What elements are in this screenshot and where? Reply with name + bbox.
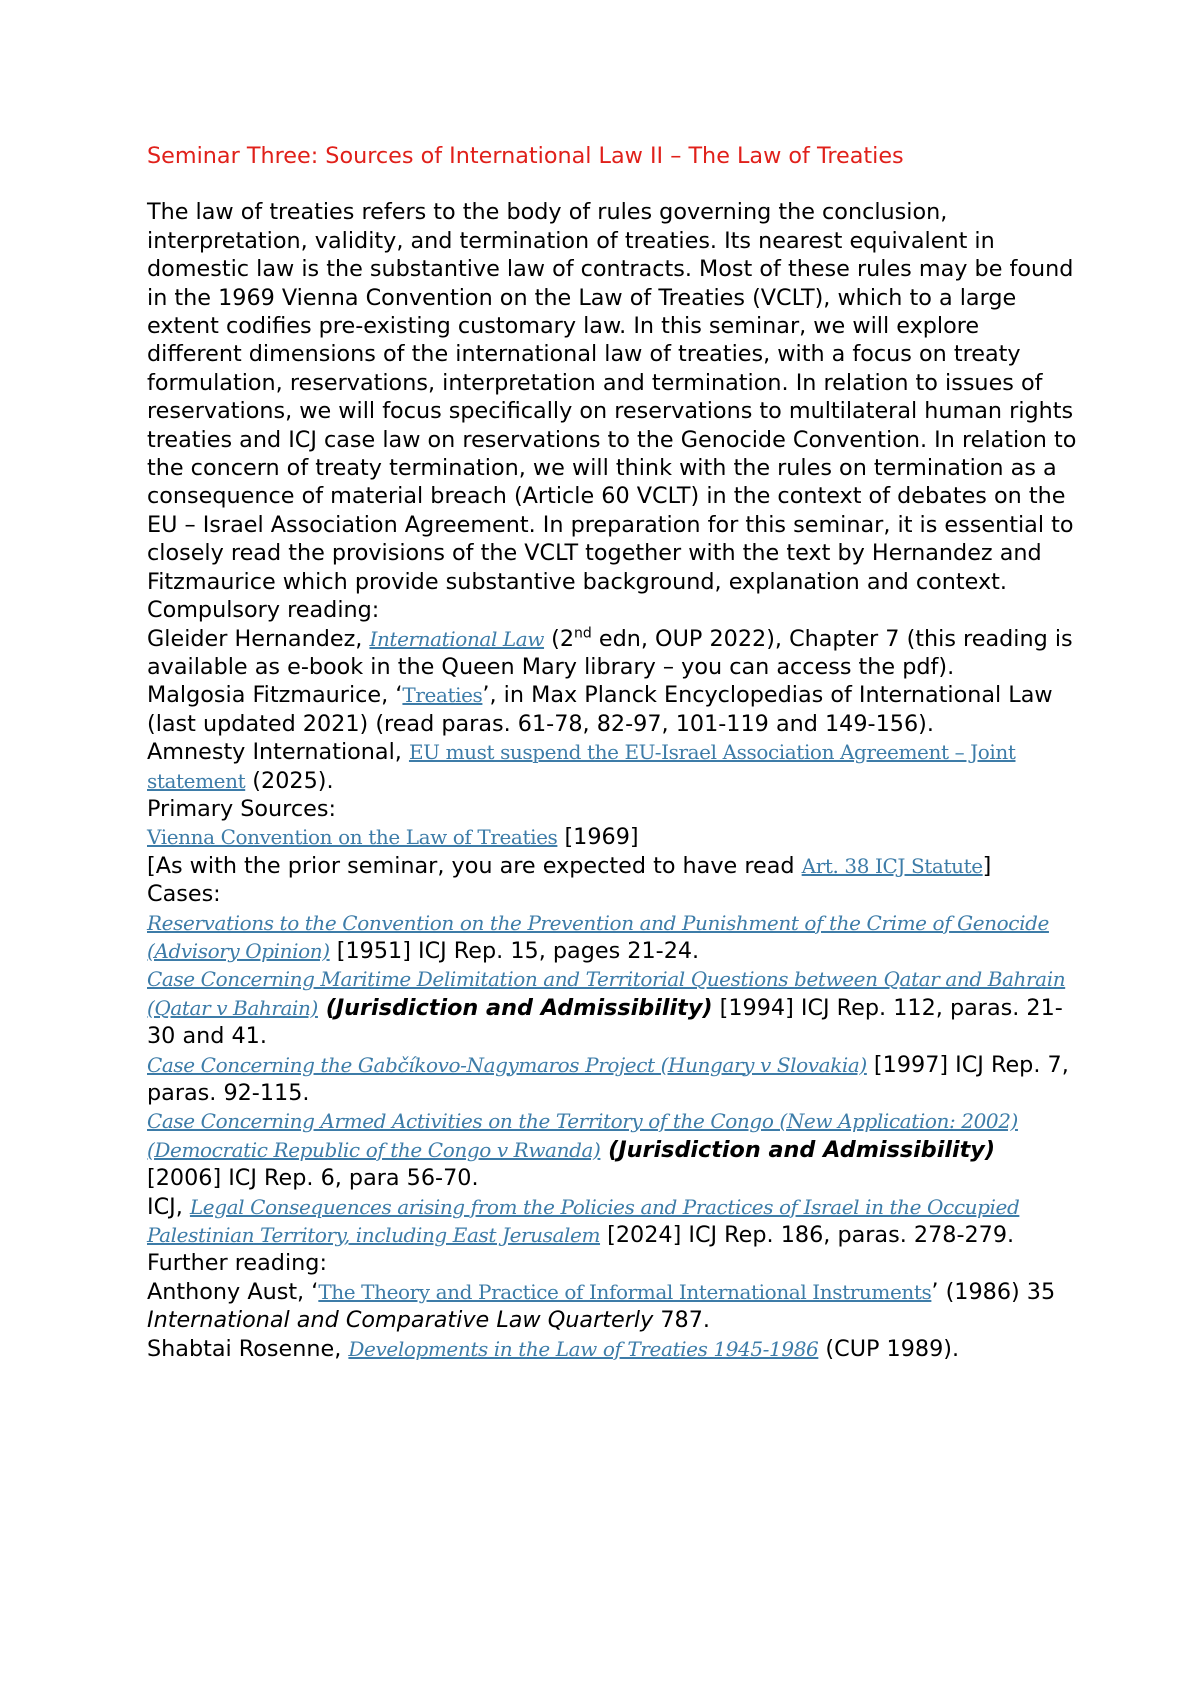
link-aust-article[interactable]: The Theory and Practice of Informal International Instruments [318,1279,932,1304]
page-title: Seminar Three: Sources of International Law II – The Law of Treaties [147,143,904,169]
cases-heading: Cases: [147,881,221,908]
link-vclt[interactable]: Vienna Convention on the Law of Treaties [147,825,558,850]
further-heading: Further reading: [147,1250,327,1277]
reading-hernandez: Gleider Hernandez, International Law (2nd edn, OUP 2022), Chapter 7 (this reading is available as e-book in the Queen Mary library – you can access the pdf). [147,625,1073,680]
case-genocide: Reservations to the Convention on the Prevention and Punishment of the Crime of Genocide (Advisory Opinion) [1951] ICJ Rep. 15, pages 21-24. [147,910,1049,964]
link-case-legal-consequences[interactable]: Legal Consequences arising from the Policies and Practices of Israel in the Occupied Palestinian Territory, including East Jerusalem [147,1194,1020,1248]
link-case-genocide[interactable]: Reservations to the Convention on the Prevention and Punishment of the Crime of Genocide (Advisory Opinion) [147,910,1049,963]
reading-fitzmaurice: Malgosia Fitzmaurice, ‘Treaties’, in Max Planck Encyclopedias of International Law (last updated 2021) (read paras. 61-78, 82-97, 101-119 and 149-156). [147,682,1053,737]
link-icj-statute[interactable]: Art. 38 ICJ Statute [801,853,983,878]
link-international-law[interactable]: International Law [369,626,545,651]
link-case-congo-rwanda[interactable]: Case Concerning Armed Activities on the Territory of the Congo (New Application: 2002) (Democratic Republic of the Congo v Rwanda) [147,1109,1018,1162]
source-icj-statute: [As with the prior seminar, you are expected to have read Art. 38 ICJ Statute] [147,852,992,879]
link-rosenne-book[interactable]: Developments in the Law of Treaties 1945-1986 [348,1336,819,1361]
link-amnesty-statement[interactable]: EU must suspend the EU-Israel Association Agreement – Joint statement [147,740,1016,793]
case-qatar-bahrain: Case Concerning Maritime Delimitation and Territorial Questions between Qatar and Bahrain (Qatar v Bahrain) (Jurisdiction and Admissibility) [1994] ICJ Rep. 112, paras. 21-30 and 41. [147,967,1066,1050]
compulsory-heading: Compulsory reading: [147,597,380,624]
document-page [147,142,1077,1363]
further-rosenne: Shabtai Rosenne, Developments in the Law of Treaties 1945-1986 (CUP 1989). [147,1335,960,1362]
case-congo-rwanda: Case Concerning Armed Activities on the Territory of the Congo (New Application: 2002) (Democratic Republic of the Congo v Rwanda) (Jurisdiction and Admissibility) [2006] ICJ Rep. 6, para 56-70. [147,1109,1018,1192]
further-aust: Anthony Aust, ‘The Theory and Practice of Informal International Instruments’ (1986) 35 International and Comparative Law Quarterly 787. [147,1278,1056,1334]
primary-heading: Primary Sources: [147,795,336,822]
link-case-qatar-bahrain[interactable]: Case Concerning Maritime Delimitation and Territorial Questions between Qatar and Bahrain (Qatar v Bahrain) [147,967,1066,1020]
reading-amnesty: Amnesty International, EU must suspend the EU-Israel Association Agreement – Joint statement (2025). [147,739,1016,794]
case-legal-consequences: ICJ, Legal Consequences arising from the Policies and Practices of Israel in the Occupied Palestinian Territory, including East Jerusalem [2024] ICJ Rep. 186, paras. 278-279. [147,1193,1020,1249]
source-vclt: Vienna Convention on the Law of Treaties [1969] [147,824,639,851]
intro-paragraph: The law of treaties refers to the body of rules governing the conclusion, interpretation, validity, and termination of treaties. Its nearest equivalent in domestic law is the substantive law of contracts. Most of these rules may be found in the 1969 Vienna Convention on the Law of Treaties (VCLT), which to a large extent codifies pre-existing customary law. In this seminar, we will explore different dimensions of the international law of treaties, with a focus on treaty formulation, reservations, interpretation and termination. In relation to issues of reservations, we will focus specifically on reservations to multilateral human rights treaties and ICJ case law on reservations to the Genocide Convention. In relation to the concern of treaty termination, we will think with the rules on termination as a consequence of material breach (Article 60 VCLT) in the context of debates on the EU – Israel Association Agreement. In preparation for this seminar, it is essential to closely read the provisions of the VCLT together with the text by Hernandez and Fitzmaurice which provide substantive background, explanation and context. [147,199,1077,595]
link-treaties[interactable]: Treaties [402,683,483,708]
link-case-gabcikovo[interactable]: Case Concerning the Gabčíkovo-Nagymaros Project (Hungary v Slovakia) [147,1052,867,1077]
case-gabcikovo: Case Concerning the Gabčíkovo-Nagymaros Project (Hungary v Slovakia) [1997] ICJ Rep. 7, paras. 92-115. [147,1051,1069,1106]
